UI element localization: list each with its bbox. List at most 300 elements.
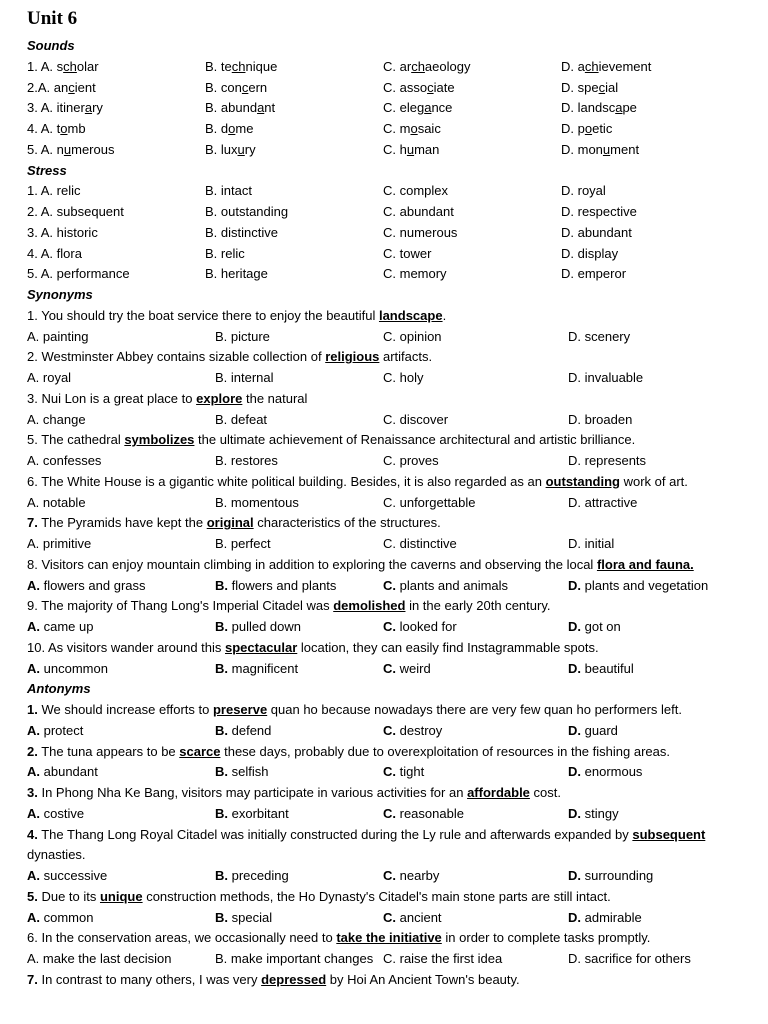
highlighted-word: outstanding — [545, 473, 620, 489]
option-text: D. display — [561, 245, 619, 261]
option-b — [215, 451, 278, 472]
question-text: The cathedral — [37, 432, 125, 448]
option-text: preceding — [231, 868, 289, 883]
option-letter: A. — [27, 868, 44, 883]
option-c — [383, 576, 508, 597]
option-text: B. momentous — [215, 494, 299, 510]
question-text: these days, probably due to overexploitation of resources in the fishing areas. — [220, 743, 670, 759]
option-text: C. tower — [383, 245, 432, 261]
option-text: uncommon — [43, 660, 108, 676]
sounds-row — [27, 78, 743, 99]
question-stem — [27, 928, 743, 949]
option-d — [568, 866, 653, 887]
option-text: tight — [399, 764, 425, 780]
option-text: magnificent — [231, 660, 299, 676]
question-number: 6. — [27, 473, 38, 489]
question-text: by Hoi An Ancient Town's beauty. — [326, 971, 520, 987]
option-text: enormous — [584, 764, 643, 780]
question-stem — [27, 970, 743, 991]
question-text: In the conservation areas, we occasionally need to — [37, 930, 337, 946]
question-number: 2. — [27, 743, 38, 759]
option-d — [568, 576, 708, 597]
option-a: 3. A. itinerary — [27, 100, 103, 116]
question-text: in the early 20th century. — [405, 598, 551, 614]
question-stem — [27, 596, 743, 617]
option-letter: A. — [27, 722, 44, 738]
option-letter: D. — [568, 868, 585, 883]
sounds-section — [27, 57, 743, 161]
option-b — [215, 327, 270, 348]
option-c: C. human — [383, 141, 440, 157]
option-text: B. intact — [205, 183, 252, 199]
option-c — [383, 244, 431, 265]
option-text: A. change — [27, 411, 86, 427]
question-number: 3. — [27, 224, 41, 240]
options-row — [27, 451, 743, 472]
question-text: In contrast to many others, I was very — [37, 971, 262, 987]
option-b — [215, 659, 298, 680]
option-text: D. royal — [561, 183, 606, 199]
option-a: 4. A. tomb — [27, 121, 86, 136]
highlighted-word: depressed — [261, 971, 327, 987]
option-text: surrounding — [584, 868, 654, 883]
option-text: D. scenery — [568, 328, 631, 344]
option-c — [383, 493, 476, 514]
option-a: 1. A. scholar — [27, 58, 99, 74]
option-a — [27, 721, 83, 742]
option-c — [383, 368, 423, 389]
question-number: 4. — [27, 245, 41, 261]
option-text: B. distinctive — [205, 224, 278, 240]
option-text: successive — [43, 868, 108, 883]
option-text: C. numerous — [383, 224, 458, 240]
question-text: artifacts. — [379, 349, 433, 365]
question-text: the natural — [242, 390, 308, 406]
question-text: Due to its — [37, 888, 100, 904]
option-letter: A. — [27, 577, 44, 593]
options-row — [27, 327, 743, 348]
option-text: selfish — [231, 764, 269, 780]
question-number: 2. — [27, 204, 41, 219]
question-text: The tuna appears to be — [37, 743, 180, 759]
highlighted-word: unique — [99, 888, 143, 904]
option-text: admirable — [584, 909, 642, 925]
option-a — [27, 804, 84, 825]
synonyms-section — [27, 306, 743, 680]
stress-row — [27, 202, 743, 223]
option-text: A. royal — [27, 370, 72, 385]
option-d: D. achievement — [561, 58, 652, 74]
option-d — [568, 493, 637, 514]
question-number: 2. — [27, 349, 38, 365]
sounds-row — [27, 98, 743, 119]
option-text: A. historic — [40, 224, 98, 240]
option-text: protect — [43, 722, 84, 738]
option-a — [27, 244, 82, 265]
question-number: 7. — [27, 515, 38, 531]
option-letter: C. — [383, 868, 400, 883]
options-row — [27, 659, 743, 680]
option-d — [568, 762, 642, 783]
option-b: B. abundant — [205, 100, 276, 116]
option-c — [383, 804, 464, 825]
option-text: C. memory — [383, 266, 447, 282]
option-letter: B. — [215, 909, 232, 925]
option-text: D. respective — [561, 204, 637, 219]
option-letter: D. — [568, 619, 585, 634]
question-number: 10. — [27, 639, 46, 655]
section-heading-sounds: Sounds — [27, 38, 75, 53]
option-text: C. distinctive — [383, 536, 457, 551]
section-heading-synonyms: Synonyms — [27, 287, 93, 302]
question-number: 8. — [27, 556, 38, 572]
question-text: You should try the boat service there to enjoy the beautiful — [37, 307, 379, 323]
section-heading-stress: Stress — [27, 162, 67, 178]
option-text: D. abundant — [561, 224, 632, 240]
options-row — [27, 534, 743, 555]
option-c — [383, 659, 431, 680]
option-c — [383, 410, 448, 431]
option-b — [215, 576, 336, 597]
option-text: guard — [584, 722, 618, 738]
option-b: B. dome — [205, 121, 254, 136]
option-text: C. abundant — [383, 204, 454, 219]
option-a — [27, 762, 98, 783]
option-b: B. technique — [205, 58, 278, 74]
sounds-row — [27, 57, 743, 78]
option-text: C. proves — [383, 453, 439, 468]
option-text: B. outstanding — [205, 204, 289, 219]
option-letter: B. — [215, 868, 232, 883]
option-a — [27, 908, 93, 929]
option-text: common — [43, 909, 94, 925]
options-row — [27, 576, 743, 597]
option-d: D. monument — [561, 141, 640, 157]
option-text: defend — [231, 722, 272, 738]
option-text: A. painting — [27, 328, 89, 344]
option-text: C. complex — [383, 183, 449, 199]
option-c: C. archaeology — [383, 58, 471, 74]
section-heading-antonyms: Antonyms — [27, 681, 91, 697]
option-text: C. holy — [383, 370, 424, 385]
option-d — [561, 223, 632, 244]
option-a — [27, 949, 172, 970]
option-text: D. attractive — [568, 494, 638, 510]
option-text: A. notable — [27, 494, 86, 510]
worksheet — [27, 8, 743, 991]
option-a — [27, 264, 130, 285]
option-a — [27, 576, 146, 597]
option-b — [215, 804, 289, 825]
highlighted-word: preserve — [212, 702, 268, 717]
option-d — [568, 949, 691, 970]
option-c — [383, 762, 424, 783]
question-text: dynasties. — [27, 847, 86, 863]
option-d — [568, 451, 646, 472]
option-b — [215, 617, 301, 638]
option-text: beautiful — [584, 660, 634, 676]
question-stem — [27, 306, 743, 327]
option-d — [568, 804, 619, 825]
option-text: nearby — [399, 868, 440, 883]
option-text: B. defeat — [215, 411, 268, 427]
highlighted-word: original — [206, 515, 254, 531]
option-c — [383, 866, 439, 887]
question-text: location, they can easily find Instagrammable spots. — [297, 639, 599, 655]
highlighted-word: scarce — [179, 743, 221, 759]
option-b — [205, 181, 252, 202]
option-b — [205, 244, 245, 265]
option-letter: B. — [215, 660, 232, 676]
option-text: special — [231, 909, 273, 925]
option-letter: C. — [383, 619, 400, 634]
question-text: As visitors wander around this — [45, 639, 225, 655]
option-text: D. sacrifice for others — [568, 951, 691, 966]
stress-row — [27, 264, 743, 285]
highlighted-word: flora and fauna. — [596, 556, 694, 572]
option-letter: B. — [215, 805, 232, 821]
question-text: cost. — [529, 785, 561, 800]
option-letter: B. — [215, 577, 232, 593]
options-row — [27, 908, 743, 929]
option-c — [383, 949, 502, 970]
option-d: D. special — [561, 79, 619, 95]
question-number: 7. — [27, 971, 38, 987]
options-row — [27, 949, 743, 970]
question-number: 5. — [27, 266, 41, 282]
highlighted-word: demolished — [333, 598, 406, 614]
question-number: 4. — [27, 826, 38, 842]
option-text: B. restores — [215, 453, 278, 468]
question-text: the ultimate achievement of Renaissance architectural and artistic brilliance. — [194, 432, 636, 448]
option-d — [568, 721, 618, 742]
option-letter: C. — [383, 660, 400, 676]
option-text: weird — [399, 660, 431, 676]
question-text: The White House is a gigantic white political building. Besides, it is also regarded as an — [37, 473, 546, 489]
option-letter: A. — [27, 764, 44, 780]
option-b — [215, 908, 272, 929]
options-row — [27, 762, 743, 783]
highlighted-word: religious — [325, 349, 380, 365]
option-letter: D. — [568, 764, 585, 780]
option-letter: C. — [383, 909, 400, 925]
option-c — [383, 223, 457, 244]
option-text: B. make important changes — [215, 951, 374, 966]
stress-row — [27, 181, 743, 202]
option-text: C. opinion — [383, 328, 442, 344]
option-text: C. unforgettable — [383, 494, 476, 510]
option-b — [215, 949, 373, 970]
option-text: D. initial — [568, 536, 615, 551]
question-stem — [27, 513, 743, 534]
option-d — [561, 244, 618, 265]
option-text: A. relic — [40, 183, 81, 199]
highlighted-word: landscape — [378, 307, 443, 323]
question-number: 9. — [27, 598, 38, 614]
option-text: stingy — [584, 805, 619, 821]
option-c — [383, 617, 457, 638]
question-stem — [27, 389, 743, 410]
option-text: looked for — [399, 619, 457, 634]
option-letter: B. — [215, 764, 232, 780]
option-a — [27, 866, 107, 887]
option-a — [27, 223, 98, 244]
question-text: construction methods, the Ho Dynasty's Citadel's main stone parts are still intact. — [142, 888, 611, 904]
question-stem — [27, 887, 743, 908]
option-text: exorbitant — [231, 805, 289, 821]
option-text: A. make the last decision — [27, 951, 172, 966]
option-text: C. discover — [383, 411, 449, 427]
option-text: B. heritage — [205, 266, 268, 282]
option-c: C. associate — [383, 79, 455, 95]
option-text: flowers and plants — [231, 577, 337, 593]
option-text: A. confesses — [27, 453, 102, 468]
question-number: 1. — [27, 183, 41, 199]
question-stem — [27, 472, 743, 493]
option-d — [568, 534, 614, 555]
option-letter: D. — [568, 660, 585, 676]
option-a — [27, 617, 94, 638]
question-text: The majority of Thang Long's Imperial Citadel was — [37, 598, 334, 614]
option-letter: C. — [383, 764, 400, 780]
option-text: D. emperor — [561, 266, 627, 282]
question-text: characteristics of the structures. — [253, 515, 441, 531]
option-letter: D. — [568, 577, 585, 593]
option-text: A. flora — [40, 245, 82, 261]
option-a — [27, 451, 101, 472]
option-text: flowers and grass — [43, 577, 146, 593]
option-text: A. subsequent — [40, 204, 124, 219]
option-d — [561, 264, 626, 285]
question-stem — [27, 742, 743, 763]
page-title: Unit 6 — [27, 8, 78, 29]
option-text: abundant — [43, 764, 98, 780]
options-row — [27, 721, 743, 742]
option-text: came up — [43, 619, 94, 634]
option-letter: D. — [568, 909, 585, 925]
options-row — [27, 617, 743, 638]
highlighted-word: symbolizes — [124, 432, 195, 448]
question-stem — [27, 700, 743, 721]
question-text: in order to complete tasks promptly. — [441, 930, 651, 946]
option-b — [215, 410, 267, 431]
options-row — [27, 493, 743, 514]
option-a — [27, 410, 86, 431]
option-letter: B. — [215, 619, 232, 634]
option-b — [215, 721, 271, 742]
option-text: C. raise the first idea — [383, 951, 503, 966]
option-b — [215, 866, 289, 887]
option-b: B. luxury — [205, 141, 256, 157]
option-d — [568, 659, 634, 680]
option-letter: A. — [27, 805, 44, 821]
highlighted-word: explore — [196, 390, 243, 406]
sounds-row — [27, 140, 743, 161]
option-letter: D. — [568, 722, 585, 738]
option-c — [383, 264, 447, 285]
option-text: A. performance — [40, 266, 130, 282]
option-c — [383, 451, 439, 472]
option-d — [568, 617, 621, 638]
question-number: 5. — [27, 888, 38, 904]
option-d — [568, 327, 630, 348]
option-d — [568, 368, 643, 389]
options-row — [27, 866, 743, 887]
question-number: 1. — [27, 702, 38, 717]
highlighted-word: take the initiative — [336, 930, 442, 946]
option-letter: A. — [27, 660, 44, 676]
question-stem — [27, 430, 743, 451]
option-c — [383, 721, 442, 742]
question-number: 1. — [27, 307, 38, 323]
option-b — [215, 493, 299, 514]
question-text: In Phong Nha Ke Bang, visitors may participate in various activities for an — [37, 785, 468, 800]
option-a — [27, 368, 71, 389]
option-letter: A. — [27, 909, 44, 925]
option-d — [568, 908, 642, 929]
question-number: 3. — [27, 390, 38, 406]
option-c: C. mosaic — [383, 121, 441, 136]
option-text: reasonable — [399, 805, 464, 821]
option-text: pulled down — [231, 619, 302, 634]
option-a — [27, 202, 124, 223]
option-c — [383, 908, 442, 929]
option-letter: C. — [383, 577, 400, 593]
option-b — [205, 264, 268, 285]
option-text: A. primitive — [27, 536, 92, 551]
question-stem — [27, 783, 743, 804]
question-stem — [27, 555, 743, 576]
option-c — [383, 181, 448, 202]
option-a: 5. A. numerous — [27, 141, 115, 157]
question-number: 3. — [27, 785, 38, 800]
question-number: 6. — [27, 930, 38, 946]
question-text: Nui Lon is a great place to — [37, 390, 197, 406]
question-number: 5. — [27, 432, 38, 448]
option-c: C. elegance — [383, 100, 453, 116]
question-text: Visitors can enjoy mountain climbing in addition to exploring the caverns and observing the local — [37, 556, 597, 572]
options-row — [27, 410, 743, 431]
option-d: D. landscape — [561, 100, 637, 116]
options-row — [27, 368, 743, 389]
question-text: The Pyramids have kept the — [37, 515, 207, 531]
option-text: plants and vegetation — [584, 577, 709, 593]
option-c — [383, 202, 454, 223]
question-text: work of art. — [620, 473, 688, 489]
option-text: B. internal — [215, 370, 274, 385]
options-row — [27, 804, 743, 825]
option-d — [561, 202, 637, 223]
question-text: . — [442, 307, 447, 323]
option-a: 2.A. ancient — [27, 79, 96, 95]
option-text: destroy — [399, 722, 443, 738]
question-text: We should increase efforts to — [37, 702, 213, 717]
option-b — [205, 223, 278, 244]
option-a — [27, 327, 88, 348]
option-b — [215, 368, 274, 389]
option-letter: C. — [383, 722, 400, 738]
stress-row — [27, 223, 743, 244]
option-b — [215, 534, 271, 555]
option-letter: D. — [568, 805, 585, 821]
option-d — [561, 181, 606, 202]
question-text: quan ho because nowadays there are very few quan ho performers left. — [267, 702, 682, 717]
option-a — [27, 659, 108, 680]
highlighted-word: subsequent — [632, 826, 706, 842]
option-a — [27, 493, 86, 514]
option-letter: A. — [27, 619, 44, 634]
option-c — [383, 534, 457, 555]
